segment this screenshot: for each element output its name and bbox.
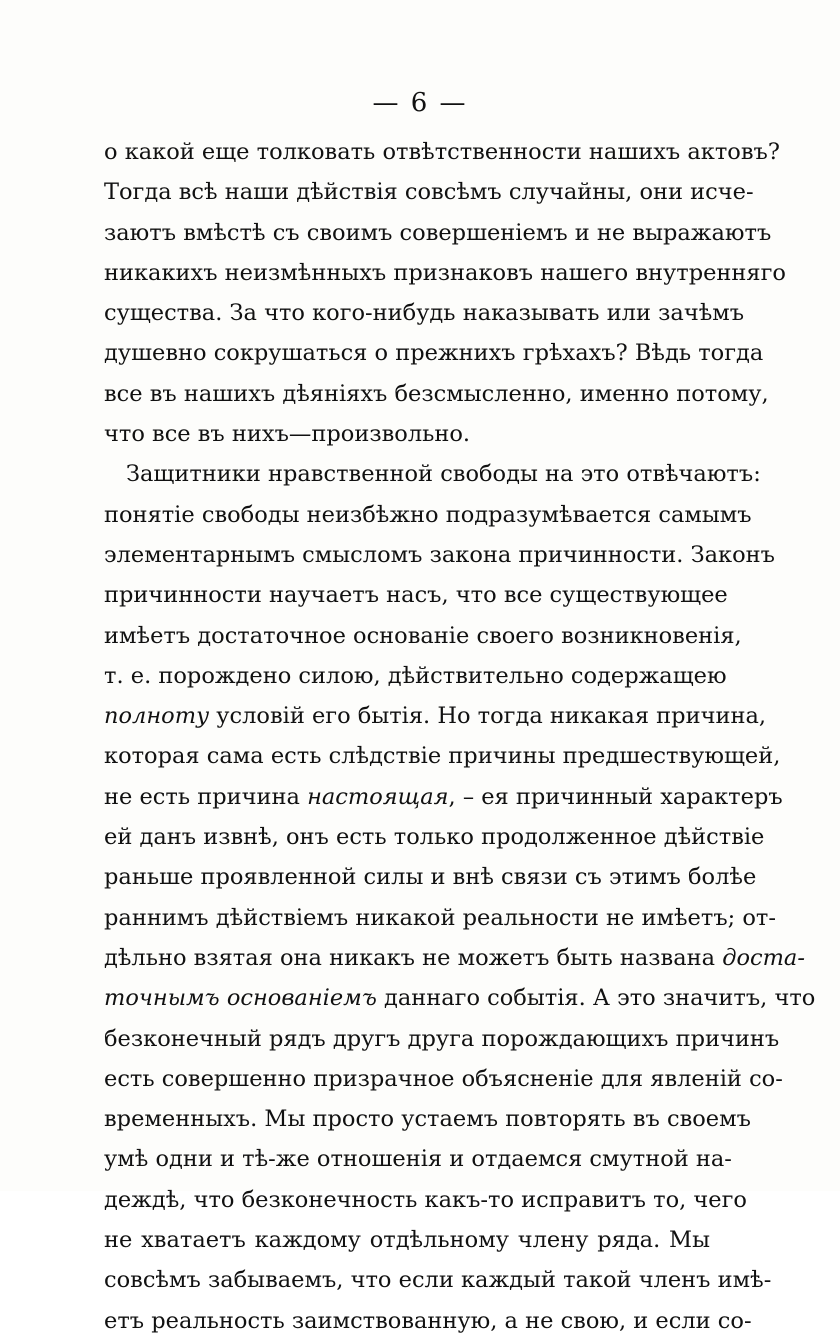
text-line: не хватаетъ каждому отдѣльному члену ряда. Мы: [104, 1227, 710, 1254]
text-line: о какой еще толковать отвѣтственности нашихъ актовъ?: [104, 139, 780, 165]
line-text: дѣльно взятая она никакъ не можетъ быть названа: [104, 944, 723, 971]
italic-emphasis: доста-: [722, 944, 805, 971]
text-line: временныхъ. Мы просто устаемъ повторять въ своемъ: [104, 1106, 751, 1133]
italic-emphasis: настоящая: [307, 783, 449, 810]
text-line: причинности научаетъ насъ, что все существующее: [104, 582, 728, 609]
text-line: душевно сокрушаться о прежнихъ грѣхахъ? Вѣдь тогда: [104, 340, 764, 367]
italic-emphasis: полноту: [104, 703, 210, 730]
text-line: безконечный рядъ другъ друга порождающихъ причинъ: [104, 1025, 780, 1052]
text-line: умѣ одни и тѣ-же отношенія и отдаемся смутной на-: [104, 1146, 732, 1173]
line-text: , – ея причинный характеръ: [448, 783, 783, 810]
text-line: все въ нашихъ дѣяніяхъ безсмысленно, именно потому,: [104, 380, 769, 407]
line-text: не есть причина: [104, 783, 308, 810]
text-line: элементарнымъ смысломъ закона причинности. Законъ: [104, 541, 775, 568]
text-line: заютъ вмѣстѣ съ своимъ совершеніемъ и не выражаютъ: [104, 219, 772, 246]
text-line: никакихъ неизмѣнныхъ признаковъ нашего внутренняго: [104, 259, 786, 286]
text-line: Тогда всѣ наши дѣйствія совсѣмъ случайны, они исче-: [104, 179, 754, 206]
text-line: [104, 978, 816, 1018]
text-line: деждѣ, что безконечность какъ-то исправитъ то, чего: [104, 1186, 747, 1213]
text-line: етъ реальность заимствованную, а не свою, и если со-: [104, 1307, 752, 1334]
text-line: [104, 938, 805, 978]
text-line: есть совершенно призрачное объясненіе для явленій со-: [104, 1065, 783, 1092]
text-line: ей данъ извнѣ, онъ есть только продолженное дѣйствіе: [104, 824, 765, 851]
text-line: совсѣмъ забываемъ, что если каждый такой членъ имѣ-: [104, 1267, 772, 1294]
text-line: понятіе свободы неизбѣжно подразумѣвается самымъ: [104, 501, 752, 528]
text-line: т. е. порождено силою, дѣйствительно содержащею: [104, 662, 727, 689]
text-line: раннимъ дѣйствіемъ никакой реальности не имѣетъ; от-: [104, 904, 776, 931]
text-line: имѣетъ достаточное основаніе своего возникновенія,: [104, 622, 742, 649]
italic-emphasis: точнымъ основаніемъ: [104, 985, 377, 1012]
page-number: — 6 —: [372, 88, 468, 118]
text-line: что все въ нихъ—произвольно.: [104, 421, 471, 448]
text-line: Защитники нравственной свободы на это отвѣчаютъ:: [126, 461, 761, 488]
body-text: [104, 132, 816, 1341]
line-text: даннаго событія. А это значитъ, что: [376, 985, 816, 1012]
text-line: [104, 777, 783, 817]
text-line: существа. За что кого-нибудь наказывать или зачѣмъ: [104, 300, 745, 327]
text-line: [104, 696, 767, 736]
text-line: которая сама есть слѣдствіе причины предшествующей,: [104, 743, 781, 770]
text-line: раньше проявленной силы и внѣ связи съ этимъ болѣе: [104, 864, 757, 891]
line-text: условій его бытія. Но тогда никакая причина,: [209, 703, 767, 730]
